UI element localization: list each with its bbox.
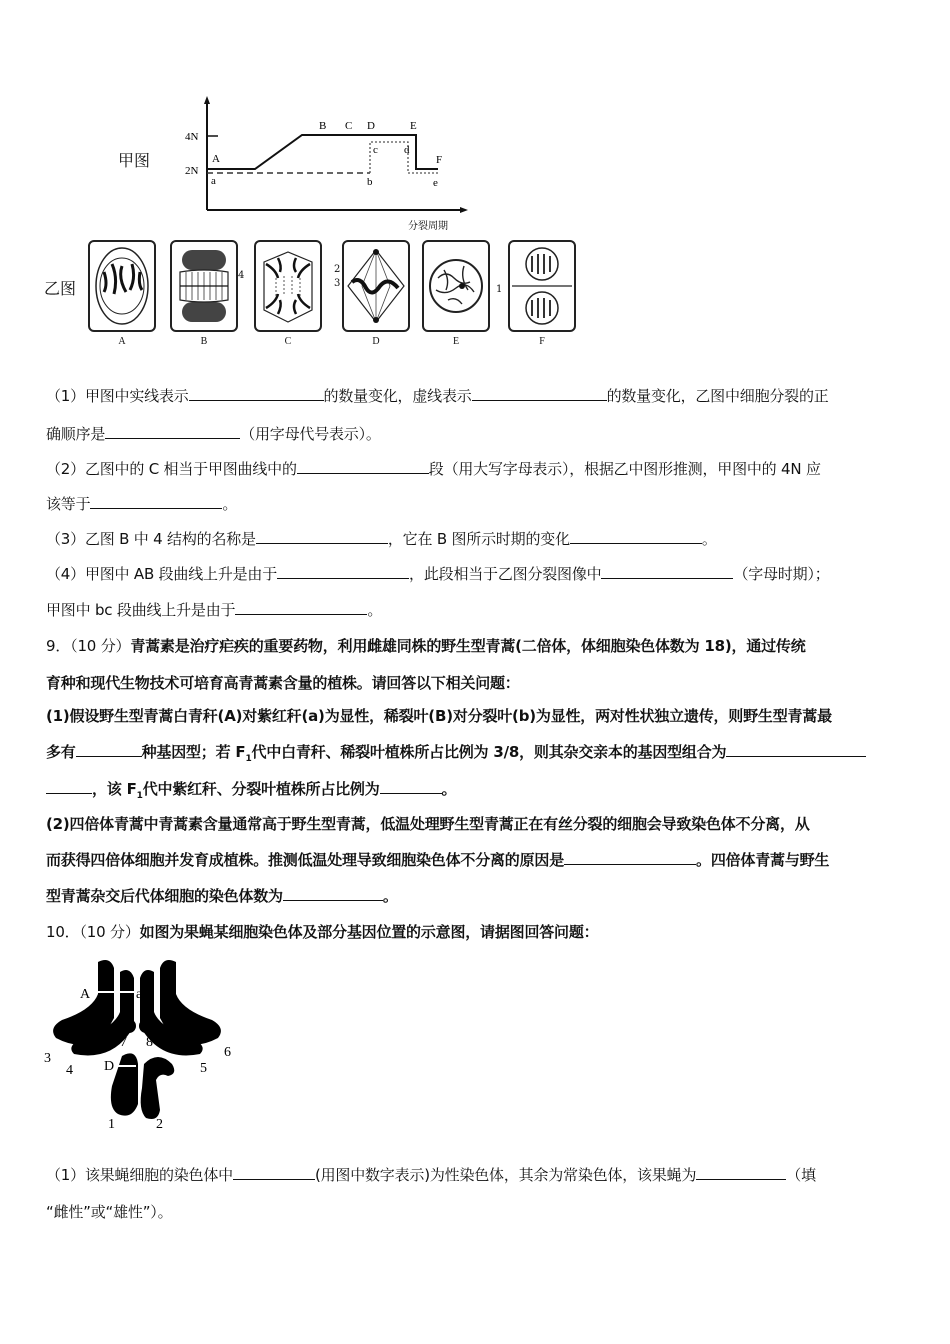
- q8-part4-line2: 甲图中 bc 段曲线上升是由于 。: [46, 601, 383, 619]
- q10-intro: 10．（10 分）如图为果蝇某细胞染色体及部分基因位置的示意图，请据图回答问题：: [46, 923, 599, 941]
- q8-part4-line1: （4）甲图中 AB 段曲线上升是由于 ，此段相当于乙图分裂图像中 （字母时期）；: [46, 565, 830, 583]
- cell-image-b: [170, 240, 238, 332]
- y-tick-2n: 2N: [185, 165, 199, 177]
- cell-image-a: [88, 240, 156, 332]
- svg-text:d: d: [404, 144, 410, 156]
- figure-fruitfly-chromosomes: [40, 952, 260, 1132]
- svg-text:b: b: [367, 176, 373, 188]
- svg-text:C: C: [345, 120, 353, 132]
- answer-blank[interactable]: [233, 1165, 315, 1180]
- svg-text:5: 5: [200, 1061, 207, 1076]
- annotation-3: 3: [334, 278, 341, 289]
- cell-image-d: [342, 240, 410, 332]
- figure-yi-caption: 乙图: [44, 279, 77, 298]
- answer-blank[interactable]: [189, 386, 324, 401]
- q9-intro-line2: 育种和现代生物技术可培育高青蒿素含量的植株。请回答以下相关问题：: [46, 674, 520, 692]
- answer-blank[interactable]: [105, 424, 240, 439]
- svg-text:e: e: [433, 177, 438, 189]
- answer-blank[interactable]: [283, 886, 383, 901]
- answer-blank[interactable]: [472, 386, 607, 401]
- svg-text:7: 7: [120, 1035, 127, 1050]
- q8-part3: （3）乙图 B 中 4 结构的名称是 ，它在 B 图所示时期的变化 。: [46, 530, 717, 548]
- annotation-4: 4: [238, 270, 245, 281]
- cell-label-f: F: [539, 336, 545, 347]
- cell-label-d: D: [372, 336, 380, 347]
- q9-part1-line3: ，该 $F_1$代中紫红秆、分裂叶植株所占比例为 。: [46, 779, 456, 806]
- svg-text:A: A: [212, 153, 220, 165]
- q8-part2-line2: 该等于 。: [46, 495, 238, 513]
- question-number: 9．: [46, 637, 71, 655]
- gene-label-D: D: [104, 1059, 115, 1074]
- svg-text:6: 6: [224, 1045, 231, 1060]
- answer-blank[interactable]: [277, 564, 409, 579]
- q9-part2-line2: 而获得四倍体细胞并发育成植株。推测低温处理导致细胞染色体不分离的原因是 。四倍体青蒿与野生: [46, 851, 830, 869]
- figure-jia-plot: [40, 92, 585, 237]
- annotation-1: 1: [496, 284, 503, 295]
- svg-text:4: 4: [66, 1063, 73, 1078]
- svg-text:1: 1: [108, 1117, 115, 1132]
- q10-part1-line2: “雌性”或“雄性”）。: [46, 1203, 173, 1221]
- svg-text:B: B: [319, 120, 327, 132]
- figure-jia-caption: 甲图: [118, 151, 151, 170]
- question-number: 10．: [46, 923, 80, 941]
- x-axis-label: 分裂周期: [408, 221, 448, 232]
- cell-label-c: C: [284, 336, 292, 347]
- q8-part1-line2: 确顺序是 （用字母代号表示）。: [46, 425, 381, 443]
- answer-blank[interactable]: [564, 850, 696, 865]
- svg-text:F: F: [436, 154, 443, 166]
- annotation-2: 2: [334, 264, 341, 275]
- q9-part2-line3: 型青蒿杂交后代体细胞的染色体数为 。: [46, 887, 398, 905]
- gene-label-A: A: [80, 987, 91, 1002]
- cell-label-e: E: [452, 336, 460, 347]
- gene-label-a: a: [136, 987, 143, 1002]
- answer-blank[interactable]: [256, 529, 388, 544]
- svg-text:E: E: [410, 120, 417, 132]
- y-tick-4n: 4N: [185, 131, 199, 143]
- svg-text:D: D: [367, 120, 375, 132]
- cell-image-f: [508, 240, 576, 332]
- question-score: （10 分）: [70, 637, 131, 655]
- svg-text:a: a: [211, 175, 216, 187]
- answer-blank[interactable]: [601, 564, 733, 579]
- figure-yi-cell-division-images: [40, 236, 585, 351]
- q9-part2-line1: (2)四倍体青蒿中青蒿素含量通常高于野生型青蒿，低温处理野生型青蒿正在有丝分裂的细胞会导致染色体不分离，从: [46, 815, 810, 833]
- cell-label-a: A: [118, 336, 126, 347]
- q9-part1-line2: 多有 种基因型；若 $F_1$代中白青秆、稀裂叶植株所占比例为 3/8，则其杂交亲本的基因型组合为: [46, 742, 866, 769]
- svg-text:2: 2: [156, 1117, 163, 1132]
- answer-blank[interactable]: [46, 779, 92, 794]
- cell-image-e: [422, 240, 490, 332]
- answer-blank[interactable]: [90, 494, 222, 509]
- svg-text:8: 8: [146, 1035, 153, 1050]
- answer-blank[interactable]: [726, 742, 866, 757]
- q8-part2-line1: （2）乙图中的 C 相当于甲图曲线中的 段（用大写字母表示），根据乙中图形推测，甲图中的 4N 应: [46, 460, 821, 478]
- question-score: （10 分）: [79, 923, 140, 941]
- q9-intro-line1: 9．（10 分）青蒿素是治疗疟疾的重要药物，利用雌雄同株的野生型青蒿(二倍体，体细胞染色体数为 18)，通过传统: [46, 637, 806, 655]
- answer-blank[interactable]: [696, 1165, 786, 1180]
- cell-image-c: [254, 240, 322, 332]
- answer-blank[interactable]: [76, 742, 142, 757]
- answer-blank[interactable]: [380, 779, 442, 794]
- answer-blank[interactable]: [297, 459, 429, 474]
- figure-jia-chromosome-dna-graph: [40, 92, 585, 237]
- q9-part1-line1: (1)假设野生型青蒿白青秆(A)对紫红秆(a)为显性，稀裂叶(B)对分裂叶(b)为显性，两对性状独立遗传，则野生型青蒿最: [46, 707, 832, 725]
- svg-text:c: c: [373, 144, 378, 156]
- cell-label-b: B: [200, 336, 208, 347]
- q8-part1-line1: （1）甲图中实线表示 的数量变化，虚线表示 的数量变化，乙图中细胞分裂的正: [46, 387, 829, 405]
- answer-blank[interactable]: [570, 529, 702, 544]
- answer-blank[interactable]: [235, 600, 367, 615]
- q10-part1-line1: （1）该果蝇细胞的染色体中 (用图中数字表示)为性染色体，其余为常染色体，该果蝇为 （填: [46, 1166, 816, 1184]
- svg-text:3: 3: [44, 1051, 51, 1066]
